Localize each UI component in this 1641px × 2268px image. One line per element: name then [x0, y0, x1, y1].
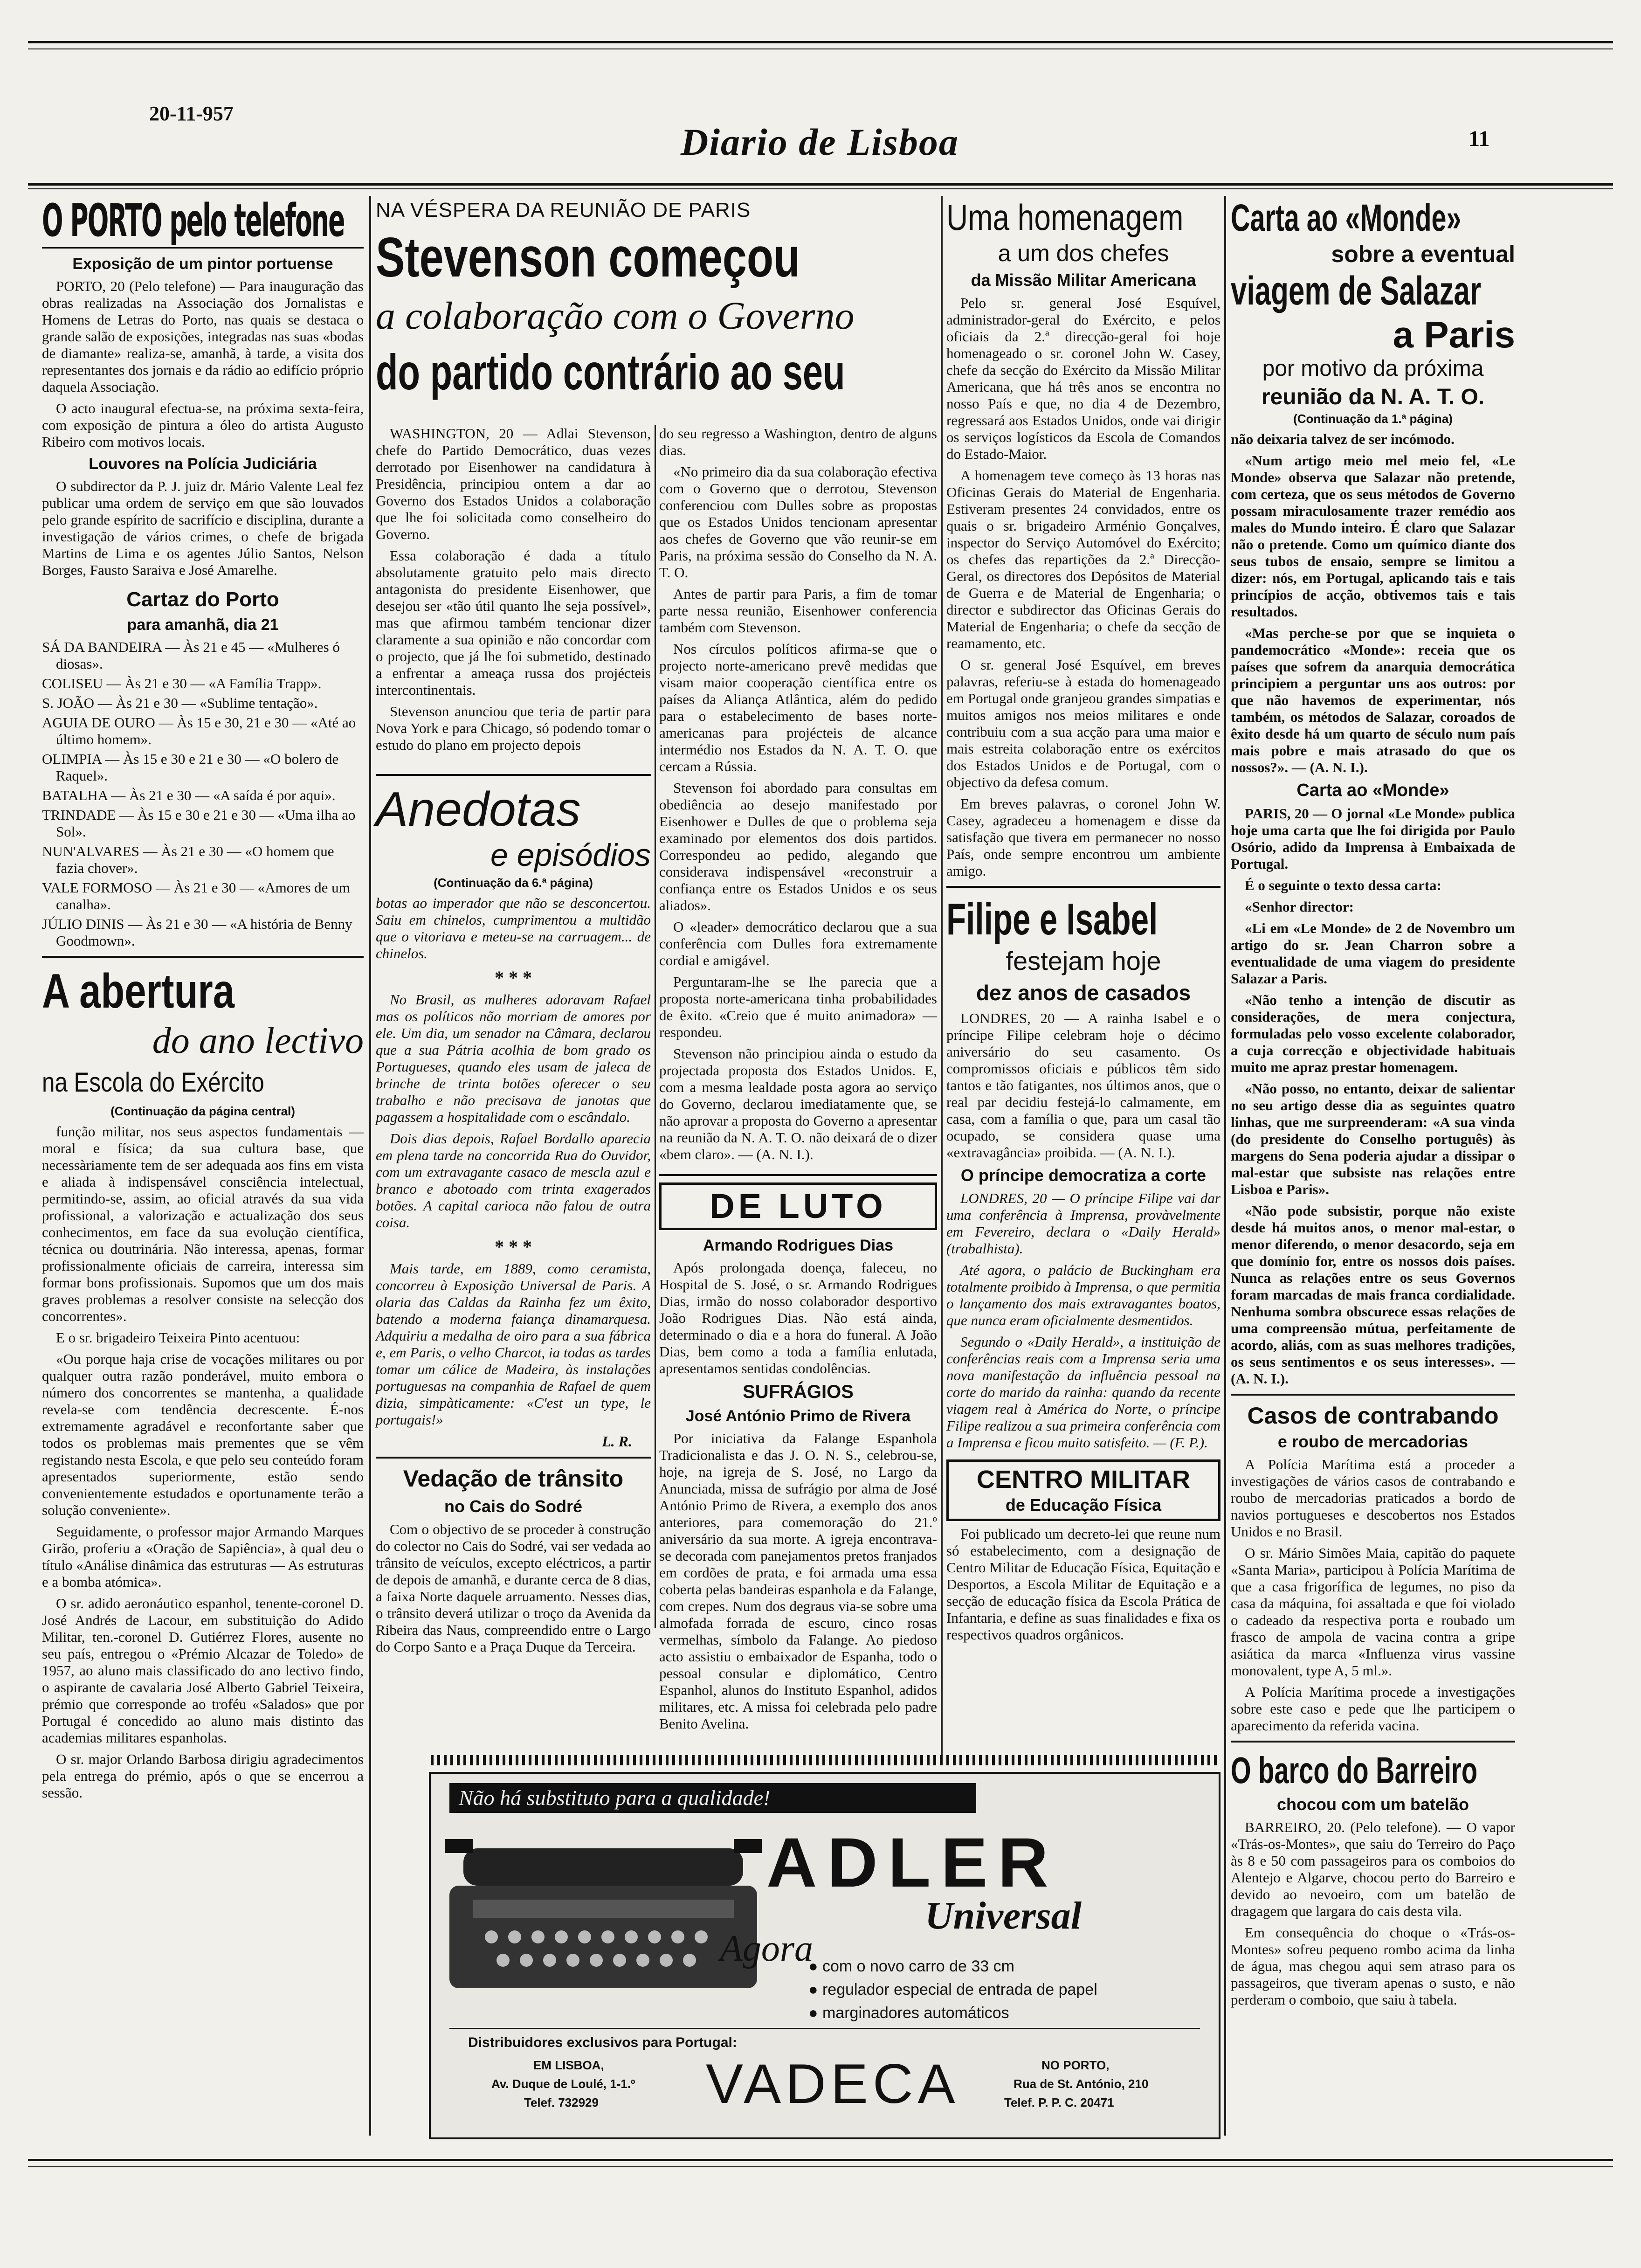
carta-p6: «Senhor director: — [1245, 899, 1354, 915]
abertura-title: A abertura — [42, 964, 235, 1018]
luto-name-2: José António Primo de Rivera — [685, 1407, 911, 1425]
stevenson-b5: Stevenson foi abordado para consultas em obediência ao desejo manifestado por Eisenhower e Dulles de que o problema seja examinado por elementos dos dois partidos. Correspondeu ao pedido, alegando que considerava indispensável «reconstruir a confiança entre os Estados Unidos e os seus aliados». — [659, 780, 937, 913]
ad-porto-telephone: Telef. P. P. C. 20471 — [1004, 2095, 1114, 2109]
carta-title-3: viagem de Salazar — [1231, 269, 1481, 313]
carta-p2: «Num artigo meio mel meio fel, «Le Monde» observa que Salazar não pretende, com certeza, que os seus métodos de Governo possam miraculosamente trazer remédio aos males do Mundo inteiro. É claro que Salazar não o pretende. Como um químico diante dos seus tubos de ensaio, sempre se limitou a dizer: nós, em Portugal, aplicando tais e tais princípios de acção, obtivemos tais e tais resultados. — [1231, 452, 1515, 620]
homenagem-title-3: da Missão Militar Americana — [971, 270, 1196, 290]
adler-advertisement — [429, 1772, 1220, 2139]
ad-lisboa-telephone: Telef. 732929 — [524, 2095, 599, 2109]
homenagem-p1: Pelo sr. general José Esquível, administrador-geral do Exército, e pelos oficiais da 2.ª direcção-geral foi hoje homenageado o sr. coronel John W. Casey, chefe da secção do Exército da Missão Militar Americana, que há três anos se encontra no nosso País e que, no dia 4 de Dezembro, regressará aos Estados Unidos, onde vai dirigir os serviços logísticos da Escola de Comandos do Estado-Maior. — [946, 295, 1220, 462]
top-rule — [28, 41, 1613, 43]
vedacao-subtitle: no Cais do Sodré — [444, 1497, 583, 1516]
anedotas-title-2: e episódios — [490, 837, 651, 873]
carta-continuation: (Continuação da 1.ª página) — [1293, 412, 1453, 426]
abertura-continuation: (Continuação da página central) — [110, 1104, 295, 1118]
cartaz-list — [42, 639, 364, 949]
contrabando-title: Casos de contrabando — [1247, 1403, 1499, 1429]
barreiro-title: O barco do Barreiro — [1231, 1749, 1478, 1791]
rule — [42, 247, 364, 249]
contrabando-p2: O sr. Mário Simões Maia, capitão do paquete «Santa Maria», participou à Polícia Marítima de que a casa frigorífica de legumes, no piso da casa da máquina, foi assaltada e que foi violado o cadeado da respectiva porta e roubado um frasco de ampola de vacina contra a gripe asiática da marca «Influenza virus vassine monovalent, type A, 5 ml.». — [1231, 1545, 1515, 1679]
carta-p5: É o seguinte o texto dessa carta: — [1245, 877, 1441, 893]
column-divider — [655, 425, 656, 1628]
ad-agora: Agora — [720, 1928, 813, 1969]
column-divider — [1224, 196, 1226, 2136]
separator — [42, 956, 364, 958]
stevenson-b6: O «leader» democrático declarou que a sua conferência com Dulles fora extremamente cordial e amigável. — [659, 919, 937, 968]
separator — [946, 886, 1220, 888]
ad-lisboa-address: Av. Duque de Loulé, 1-1.º — [491, 2077, 635, 2091]
ad-company: VADECA — [706, 2053, 960, 2115]
vedacao-p1: Com o objectivo de se proceder à construção do colector no Cais do Sodré, vai ser vedada ao trânsito de veículos, excepto eléctricos, a partir de depois de amanhã, e durante cerca de 8 dias, a faixa Norte daquele arruamento. Nesses dias, o trânsito deverá utilizar o troço da Avenida da Ribeira das Naus, compreendido entre o Largo do Corpo Santo e a Praça Duque da Terceira. — [376, 1521, 651, 1655]
stevenson-title-2: a colaboração com o Governo — [376, 294, 855, 338]
stevenson-a1: WASHINGTON, 20 — Adlai Stevenson, chefe do Partido Democrático, duas vezes derrotado por Eisenhower na candidatura à Presidência, principiou ontem a dar ao Governo dos Estados Unidos a colaboração que lhe foi solicitada como conselheiro do Governo. — [376, 425, 651, 542]
anedotas-p4: Mais tarde, em 1889, como ceramista, concorreu à Exposição Universal de Paris. A olaria das Caldas da Rainha fez um êxito, batendo a moderna faiança dinamarquesa. Adquiriu a medalha de oiro para a sua fábrica e, em Paris, o velho Charcot, ia todas as tardes tomar um cálice de Madeira, às instalações portuguesas na companhia de Rafael de quem dizia, simpàticamente: «C'est un type, le portugais!» — [376, 1260, 651, 1428]
separator — [1231, 1394, 1515, 1396]
separator — [376, 774, 651, 776]
anedotas-p1: botas ao imperador que não se desconcertou. Saiu em chinelos, cumprimentou a multidão que o vitoriava e meteu-se na carruagem... de chinelos. — [376, 895, 651, 961]
centro-subtitle: de Educação Física — [1005, 1495, 1162, 1514]
stevenson-b8: Stevenson não principiou ainda o estudo da projectada proposta dos Estados Unidos. E, com a mesma lealdade posta agora ao serviço do Governo, declarou imediatamente que, se não aprovar a proposta do Governo a apresentar na reunião da N. A. T. O. não deixará de o dizer «bem claro». — (A. N. I.). — [659, 1045, 937, 1162]
homenagem-p2: A homenagem teve começo às 13 horas nas Oficinas Gerais do Material de Engenharia. Estiveram presentes 24 convidados, entre os quais o sr. brigadeiro Arménio Gonçalves, inspector do Serviço Automóvel do Exército; os chefes das repartições da 2.ª Direcção-Geral, os directores dos Depósitos de Material de Guerra e de Material de Engenharia; o director e subdirector das Oficinas Gerais do Material de Engenharia; o chefe da secção de reamamento, etc. — [946, 467, 1220, 651]
carta-p3: «Mas perche-se por que se inquieta o pandemocrático «Monde»: receia que os países que sofrem da anarquia democrática principiem a perguntar uns aos outros: por que não havemos de experimentar, nós também, os métodos de Salazar, coroados de êxito desde há um quarto de século num país mais pobre e mais atrasado do que os nossos?». — (A. N. I.). — [1231, 625, 1515, 775]
stevenson-a3: Stevenson anunciou que teria de partir para Nova York e para Chicago, só podendo tomar o estudo do plano em projecto depois — [376, 703, 651, 753]
column-divider — [369, 196, 371, 2136]
anedotas-title: Anedotas — [376, 782, 581, 837]
ad-banner: Não há substituto para a qualidade! — [449, 1783, 976, 1813]
stevenson-b2: «No primeiro dia da sua colaboração efectiva com o Governo que o derrotou, Stevenson conferenciou com Dulles sobre as propostas que os Estados Unidos tencionam apresentar aos chefes de Governo que vão reunir-se em Paris, na próxima sessão do Conselho da N. A. T. O. — [659, 463, 937, 581]
stevenson-b7: Perguntaram-lhe se lhe parecia que a proposta norte-americana tinha probabilidades de êxito. «Creio que é muito animadora» — respondeu. — [659, 974, 937, 1040]
carta-subhead: Carta ao «Monde» — [1296, 781, 1449, 800]
carta-title-5: por motivo da próxima — [1262, 356, 1484, 381]
filipe-subhead: O príncipe democratiza a corte — [960, 1166, 1207, 1185]
anedotas-p3: Dois dias depois, Rafael Bordallo aparecia em plena tarde na concorrida Rua do Ouvidor, com um extravagante casaco de mescla azul e branco e abotoado com trinta exagerados botões. A capital carioca não falou de outra coisa. — [376, 1130, 651, 1231]
carta-title-2: sobre a eventual — [1331, 241, 1515, 267]
centro-title: CENTRO MILITAR — [977, 1466, 1190, 1494]
carta-p8: «Não tenho a intenção de discutir as considerações, de mera conjectura, formuladas pelo vosso excelente colaborador, a cuja correcção e objectividade habituais muito me apraz prestar homenagem. — [1231, 992, 1515, 1075]
homenagem-p4: Em breves palavras, o coronel John W. Casey, agradeceu a homenagem e disse da satisfação que tivera em permanecer no nosso País, onde sempre encontrou um ambiente amigo. — [946, 795, 1220, 879]
ad-divider — [449, 2028, 1200, 2029]
bottom-rule-thin — [28, 2166, 1613, 2167]
stevenson-col-a — [376, 425, 651, 770]
centro-box — [946, 1459, 1220, 1521]
cartaz-item: BATALHA — Às 21 e 30 — «A saída é por aqui». — [42, 787, 336, 803]
top-rule-thin — [28, 48, 1613, 49]
homenagem-title-2: a um dos chefes — [998, 240, 1169, 266]
cartaz-head: Cartaz do Porto — [126, 588, 279, 611]
ad-feature-label: marginadores automáticos — [822, 2004, 1009, 2022]
homenagem-p3: O sr. general José Esquível, em breves palavras, referiu-se à estada do homenageado em Portugal onde granjeou grandes simpatias e muitos amigos nos meios militares e onde contribuiu com a sua acção para uma maior e mais estreita colaboração entre os exércitos dos Estados Unidos e de Portugal, com o objectivo da defesa comum. — [946, 657, 1220, 790]
cartaz-item: JÚLIO DINIS — Às 21 e 30 — «A história de Benny Goodmown». — [42, 916, 352, 949]
luto-p2: Por iniciativa da Falange Espanhola Tradicionalista e das J. O. N. S., celebrou-se, hoje, na igreja de S. José, no Largo da Anunciada, missa de sufrágio por alma de José António Primo de Rivera, a exemplo dos anos anteriores, para comemoração do 21.º aniversário da sua morte. A igreja encontrava-se decorada com panejamentos pretos franjados em cordões de prata, e foi armada uma essa coberta pelas bandeiras espanhola e da Falange, com crepes. Num dos degraus via-se sobre uma almofada forrada de escuro, cinco rosas vermelhas, símbolo da Falange. Ao piedoso acto assistiu o embaixador de Espanha, todo o pessoal consular e diplomático, Centro Espanhol, alunos do Instituto Espanhol, adidos militares, etc. A missa foi celebrada pelo padre Benito Avelina. — [659, 1430, 937, 1732]
separator — [376, 1457, 651, 1459]
ad-features — [808, 1956, 1209, 2026]
masthead: Diario de Lisboa — [681, 121, 959, 163]
stevenson-kicker: NA VÉSPERA DA REUNIÃO DE PARIS — [376, 199, 751, 221]
ad-feature-item — [808, 2002, 1209, 2024]
stevenson-b4: Nos círculos políticos afirma-se que o projecto norte-americano prevê medidas que visam maior cooperação científica entre os países da Aliança Atlântica, além do pedido para o estabelecimento de bases norte-americanas para projécteis de alcance intermédio nos Estados da N. A. T. O. que cercam a Rússia. — [659, 641, 937, 774]
porto-s2-p1: O subdirector da P. J. juiz dr. Mário Valente Leal fez publicar uma ordem de serviço em que são louvados pelo grande espírito de sacrifício e disciplina, durante a investigação de vários crimes, o chefe de brigada Martins de Lima e os agentes Júlio Santos, Nelson Borges, Fausto Saraiva e José Amarelhe. — [42, 478, 364, 578]
bullet-icon: ● — [808, 1981, 822, 1998]
filipe-p4: Segundo o «Daily Herald», a instituição de conferências reais com a Imprensa seria uma nova manifestação da influência pessoal na corte do marido da rainha: quando da recente viagem real à América do Norte, o príncipe Filipe realizou a sua primeira conferência com a Imprensa e ficou muito satisfeito. — (F. P.). — [946, 1334, 1220, 1451]
abertura-p5: O sr. adido aeronáutico espanhol, tenente-coronel D. José Andrés de Lacour, em substituição do Adido Militar, ten.-coronel D. Gutiérrez Flores, ausente no seu país, entregou o «Prémio Alcazar de Toledo» de 1957, ao aluno mais classificado do ano lectivo findo, o aspirante de cavalaria José Alberto Gabriel Teixeira, prémio que corresponde ao troféu «Salados» que por Portugal é concedido ao aluno mais distinto das academias militares espanholas. — [42, 1595, 364, 1746]
separator — [1231, 1741, 1515, 1742]
anedotas-signature: L. R. — [602, 1433, 632, 1450]
abertura-p1: função militar, nos seus aspectos fundamentais — moral e física; da sua cultura base, que necessàriamente tem de ser adequada aos fins em vista e aliada à indispensável consciência intelectual, permitindo-se, assim, ao oficial através da sua vida profissional, a valorização e actualização dos seus conhecimentos, em face da sua evolução científica, técnica ou doutrinária. Não interessa, apenas, formar profissionalmente oficiais de carreira, interessa sim formar bons profissionais. Supomos que um dos mais graves problemas a resolver consiste na selecção dos concorrentes». — [42, 1123, 364, 1324]
filipe-p2: LONDRES, 20 — O príncipe Filipe vai dar uma conferência à Imprensa, provàvelmente em Fevereiro, declara o «Daily Herald» (trabalhista). — [946, 1190, 1220, 1257]
bullet-icon: ● — [808, 1957, 822, 1975]
column-carta — [1231, 196, 1515, 2145]
sufragios-head: SUFRÁGIOS — [743, 1382, 854, 1402]
cartaz-item: TRINDADE — Às 15 e 30 e 21 e 30 — «Uma ilha ao Sol». — [42, 807, 356, 840]
ad-porto-label: NO PORTO, — [1041, 2058, 1110, 2072]
bullet-icon: ● — [808, 2004, 822, 2022]
stevenson-headline — [376, 196, 935, 424]
column-porto — [42, 196, 364, 2145]
contrabando-p1: A Polícia Marítima está a proceder a investigações de vários casos de contrabando e roubo de mercadorias praticados a bordo de navios portugueses e descobertos nos Estados Unidos e no Brasil. — [1231, 1456, 1515, 1540]
ad-distributors: Distribuidores exclusivos para Portugal: — [468, 2035, 737, 2050]
cartaz-item: COLISEU — Às 21 e 30 — «A Família Trapp». — [42, 675, 322, 691]
barreiro-p2: Em consequência do choque o «Trás-os-Montes» sofreu pequeno rombo acima da linha de água, mas chegou aqui sem atraso para os passageiros, que tiveram apenas o susto, e não perderam o comboio, que saiu à tabela. — [1231, 1924, 1515, 2008]
abertura-title-2: do ano lectivo — [152, 1020, 364, 1061]
filipe-title-2: festejam hoje — [1006, 946, 1161, 975]
cartaz-item: S. JOÃO — Às 21 e 30 — «Sublime tentação». — [42, 695, 318, 711]
stevenson-title-3: do partido contrário ao seu — [376, 344, 845, 400]
carta-p7: «Li em «Le Monde» de 2 de Novembro um artigo do sr. Jean Charron sobre a eventualidade de uma viagem do presidente Salazar a Paris. — [1231, 920, 1515, 987]
stevenson-b1: do seu regresso a Washington, dentro de alguns dias. — [659, 425, 937, 458]
cartaz-item: NUN'ALVARES — Às 21 e 30 — «O homem que fazia chover». — [42, 843, 334, 876]
barreiro-p1: BARREIRO, 20. (Pelo telefone). — O vapor «Trás-os-Montes», que saiu do Terreiro do Paço às 8 e 50 com passageiros para os comboios do Alentejo e Algarve, chocou perto do Barreiro e devido ao nevoeiro, com um batelão de dragagem que largara do cais desta vila. — [1231, 1819, 1515, 1919]
ad-feature-label: com o novo carro de 33 cm — [822, 1957, 1014, 1975]
luto-p1: Após prolongada doença, faleceu, no Hospital de S. José, o sr. Armando Rodrigues Dias, irmão do nosso colaborador desportivo João Rodrigues Dias. Não está ainda, determinado o dia e a hora do funeral. A João Dias, bem como a toda a família enlutada, apresentamos sentidas condolências. — [659, 1259, 937, 1376]
carta-title-6: reunião da N. A. T. O. — [1261, 385, 1485, 409]
ad-feature-item — [808, 1956, 1209, 1977]
header-rule-thin — [28, 188, 1613, 189]
contrabando-p3: A Polícia Marítima procede a investigações sobre este caso e pede que lhe participem o aparecimento da referida vacina. — [1231, 1684, 1515, 1734]
header-rule — [28, 183, 1613, 186]
anedotas-stars: * * * — [495, 967, 532, 988]
ad-brand: ADLER — [766, 1823, 1059, 1902]
ad-feature-label: regulador especial de entrada de papel — [822, 1981, 1097, 1998]
page-number: 11 — [1469, 126, 1490, 151]
anedotas-stars-2: * * * — [495, 1236, 532, 1257]
stevenson-b3: Antes de partir para Paris, a fim de tomar parte nessa reunião, Eisenhower conferencia também com Stevenson. — [659, 586, 937, 636]
vedacao-title: Vedação de trânsito — [403, 1466, 624, 1492]
abertura-p3: «Ou porque haja crise de vocações militares ou por qualquer outra razão ponderável, muito embora o número dos concorrentes se mantenha, a qualidade revela-se com tendência decrescente. É-nos extremamente agradável e reconfortante saber que todos os problemas mais prementes que se vêm registando nesta Escola, e que pelo seu conteúdo foram apresentados superiormente, estão sendo convenientemente estudados e oportunamente terão a solução conveniente». — [42, 1351, 364, 1518]
anedotas-column — [376, 774, 651, 1655]
porto-s2-head: Louvores na Polícia Judiciária — [89, 455, 317, 473]
ad-lisboa-label: EM LISBOA, — [533, 2058, 604, 2072]
centro-p1: Foi publicado um decreto-lei que reune num só estabelecimento, com a designação de Centro Militar de Educação Física, Equitação e Desportos, a Escola Militar de Equitação e a secção de educação física da Escola Prática de Infantaria, e define as suas finalidades e fixa os respectivos quadros orgânicos. — [946, 1526, 1220, 1643]
abertura-p2: E o sr. brigadeiro Teixeira Pinto acentuou: — [56, 1329, 300, 1346]
bottom-rule — [28, 2159, 1613, 2161]
carta-p1: não deixaria talvez de ser incómodo. — [1231, 431, 1455, 447]
barreiro-subtitle: chocou com um batelão — [1276, 1795, 1469, 1814]
homenagem-title: Uma homenagem — [946, 197, 1184, 238]
carta-p9: «Não posso, no entanto, deixar de salientar no seu artigo desse dia as seguintes quatro linhas, que me surpreenderam: «A sua vinda (do presidente do Conselho português) às margens do Sena poderia ajudar a dissipar o mal-estar que subsiste nas relações entre Lisboa e Paris». — [1231, 1080, 1515, 1197]
stevenson-col-b — [659, 425, 937, 1732]
filipe-title: Filipe e Isabel — [946, 894, 1158, 944]
ad-model: Universal — [925, 1894, 1082, 1937]
cartaz-item: SÁ DA BANDEIRA — Às 21 e 45 — «Mulheres ó diosas». — [42, 639, 340, 672]
abertura-title-3: na Escola do Exército — [42, 1067, 264, 1098]
cartaz-item: OLIMPIA — Às 15 e 30 e 21 e 30 — «O bolero de Raquel». — [42, 751, 339, 784]
filipe-p1: LONDRES, 20 — A rainha Isabel e o príncipe Filipe celebram hoje o décimo aniversário do seu casamento. Os compromissos oficiais e públicos têm sido tantos e tão fatigantes, nos últimos anos, que o real par decidiu festejá-lo calmamente, em casa, com a família o que, para um casal tão ocupado, se considera quase uma «extravagância» proibida. — (A. N. I.). — [946, 1010, 1220, 1161]
ad-border-pattern — [431, 1755, 1219, 1765]
porto-title: O PORTO pelo telefone — [42, 194, 345, 247]
luto-name-1: Armando Rodrigues Dias — [703, 1237, 894, 1254]
luto-title: DE LUTO — [710, 1187, 887, 1225]
ad-feature-item — [808, 1979, 1209, 2000]
contrabando-subtitle: e roubo de mercadorias — [1277, 1432, 1469, 1451]
ad-porto-address: Rua de St. António, 210 — [1014, 2077, 1149, 2091]
cartaz-item: AGUIA DE OURO — Às 15 e 30, 21 e 30 — «Até ao último homem». — [42, 714, 356, 747]
filipe-title-3: dez anos de casados — [976, 981, 1191, 1005]
abertura-p6: O sr. major Orlando Barbosa dirigiu agradecimentos pela entrega do prémio, após o que se encerrou a sessão. — [42, 1751, 364, 1801]
stevenson-a2: Essa colaboração é dada a título absolutamente gratuito pelo mais directo antagonista do presidente Eisenhower, que desejou ser «tão útil quanto lhe seja possível», mas que afirmou também tencionar dizer claramente a sua opinião e não concordar com o projecto, que já lhe foi submetido, destinado a enfrentar a ameaça russa dos projécteis intercontinentais. — [376, 547, 651, 698]
issue-date: 20-11-957 — [149, 102, 234, 125]
abertura-p4: Seguidamente, o professor major Armando Marques Girão, proferiu a «Oração de Sapiência», à qual deu o título «Análise dinâmica das estruturas — As estruturas e a bomba atómica». — [42, 1523, 364, 1590]
carta-p4: PARIS, 20 — O jornal «Le Monde» publica hoje uma carta que lhe foi dirigida por Paulo Osório, adido da Imprensa à Embaixada de Portugal. — [1231, 805, 1515, 872]
porto-s1-head: Exposição de um pintor portuense — [72, 255, 333, 273]
cartaz-sub: para amanhã, dia 21 — [127, 616, 279, 634]
carta-p10: «Não pode subsistir, porque não existe desde há muitos anos, o menor mal-estar, o menor diferendo, o menor desacordo, seja em que domínio for, entre os nossos dois países. Nunca as relações entre os seus Governos foram marcadas de mais franca cordialidade. Nenhuma sombra obscurece essas relações de uma compreensão mútua, perfeitamente de acordo, aliás, com as suas melhores tradições, os seus sentimentos e os seus interesses». — (A. N. I.). — [1231, 1203, 1515, 1387]
carta-title: Carta ao «Monde» — [1231, 197, 1462, 239]
luto-box — [659, 1182, 937, 1230]
typewriter-icon — [445, 1820, 762, 2016]
porto-s1-p2: O acto inaugural efectua-se, na próxima sexta-feira, com exposição de pintura a óleo do artista Augusto Ribeiro com motivos locais. — [42, 400, 364, 450]
porto-s1-p1: PORTO, 20 (Pelo telefone) — Para inauguração das obras realizadas na Associação dos Jornalistas e Homens de Letras do Porto, nas quais se destaca o grande salão de exposições, integradas nas suas «bodas de diamante» realiza-se, amanhã, à tarde, a visita dos representantes dos jornais e da rádio ao edifício próprio daquela Associação. — [42, 278, 364, 395]
cartaz-item: VALE FORMOSO — Às 21 e 30 — «Amores de um canalha». — [42, 879, 350, 913]
stevenson-title: Stevenson começou — [376, 226, 800, 289]
anedotas-p2: No Brasil, as mulheres adoravam Rafael mas os políticos não morriam de amores por ele. Um dia, um senador na Câmara, declarou que a sua Pátria acolhia de bom grado os Portugueses, quando eles usam de jaleca de brinche de trinta botões oferecer o seu trabalho e não precisava de janotas que pagassem a hospitalidade com o escândalo. — [376, 991, 651, 1125]
anedotas-continuation: (Continuação da 6.ª página) — [434, 876, 593, 890]
separator — [659, 1174, 937, 1176]
filipe-p3: Até agora, o palácio de Buckingham era totalmente proibido à Imprensa, o que permitia o lançamento dos mais extravagantes boatos, que nunca eram oficialmente desmentidos. — [946, 1262, 1220, 1328]
carta-title-4: a Paris — [1393, 314, 1515, 355]
column-homenagem — [946, 196, 1220, 1763]
column-divider — [941, 196, 943, 1763]
